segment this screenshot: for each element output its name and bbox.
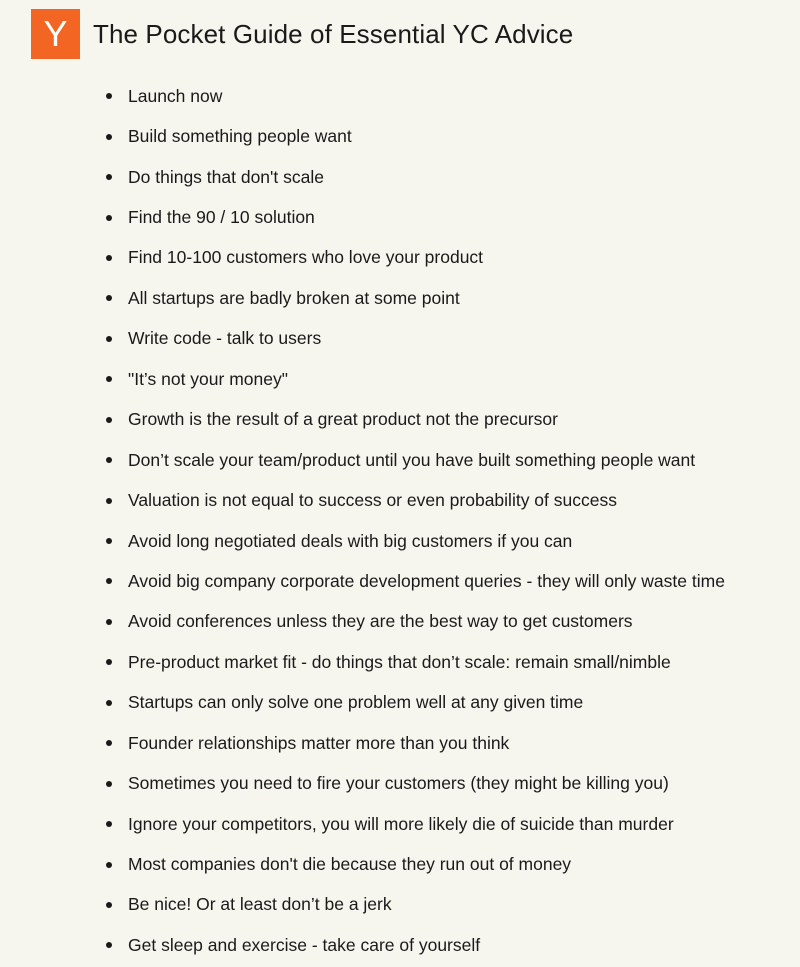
bullet-icon <box>106 578 112 584</box>
advice-text: Startups can only solve one problem well at any given time <box>128 692 584 713</box>
bullet-icon <box>106 134 112 140</box>
list-item <box>0 561 725 601</box>
list-item <box>0 885 725 925</box>
bullet-icon <box>106 174 112 180</box>
list-item <box>0 157 725 197</box>
list-item <box>0 400 725 440</box>
advice-text: Be nice! Or at least don’t be a jerk <box>128 894 392 915</box>
list-item <box>0 602 725 642</box>
bullet-icon <box>106 700 112 706</box>
advice-text: Avoid long negotiated deals with big customers if you can <box>128 530 573 551</box>
advice-text: Find 10-100 customers who love your product <box>128 247 484 268</box>
advice-text: All startups are badly broken at some point <box>128 287 460 308</box>
list-item <box>0 197 725 237</box>
advice-text: "It’s not your money" <box>128 368 288 389</box>
advice-text: Launch now <box>128 85 223 106</box>
list-item <box>0 238 725 278</box>
advice-text: Do things that don't scale <box>128 166 324 187</box>
yc-logo-icon: Y <box>31 9 80 59</box>
bullet-icon <box>106 93 112 99</box>
advice-text: Sometimes you need to fire your customers (they might be killing you) <box>128 773 669 794</box>
list-item <box>0 642 725 682</box>
list-item <box>0 763 725 803</box>
bullet-icon <box>106 659 112 665</box>
bullet-icon <box>106 740 112 746</box>
bullet-icon <box>106 498 112 504</box>
advice-text: Valuation is not equal to success or even probability of success <box>128 490 617 511</box>
advice-text: Find the 90 / 10 solution <box>128 207 315 228</box>
list-item <box>0 844 725 884</box>
bullet-icon <box>106 781 112 787</box>
bullet-icon <box>106 417 112 423</box>
list-item <box>0 925 725 965</box>
bullet-icon <box>106 295 112 301</box>
list-item <box>0 359 725 399</box>
list-item <box>0 723 725 763</box>
list-item <box>0 683 725 723</box>
page-header <box>31 9 573 59</box>
page-title: The Pocket Guide of Essential YC Advice <box>93 18 574 49</box>
bullet-icon <box>106 821 112 827</box>
bullet-icon <box>106 376 112 382</box>
bullet-icon <box>106 862 112 868</box>
bullet-icon <box>106 336 112 342</box>
list-item <box>0 804 725 844</box>
advice-text: Founder relationships matter more than you think <box>128 732 510 753</box>
list-item <box>0 440 725 480</box>
bullet-icon <box>106 942 112 948</box>
list-item <box>0 116 725 156</box>
bullet-icon <box>106 538 112 544</box>
advice-text: Avoid big company corporate development queries - they will only waste time <box>128 570 725 591</box>
list-item <box>0 521 725 561</box>
advice-text: Avoid conferences unless they are the best way to get customers <box>128 611 633 632</box>
bullet-icon <box>106 619 112 625</box>
advice-text: Build something people want <box>128 126 352 147</box>
bullet-icon <box>106 255 112 261</box>
advice-text: Ignore your competitors, you will more likely die of suicide than murder <box>128 813 674 834</box>
bullet-icon <box>106 457 112 463</box>
advice-text: Don’t scale your team/product until you have built something people want <box>128 449 696 470</box>
list-item <box>0 76 725 116</box>
advice-text: Growth is the result of a great product not the precursor <box>128 409 558 430</box>
advice-text: Pre-product market fit - do things that don’t scale: remain small/nimble <box>128 651 671 672</box>
advice-text: Most companies don't die because they run out of money <box>128 854 572 875</box>
advice-text: Write code - talk to users <box>128 328 322 349</box>
list-item <box>0 319 725 359</box>
bullet-icon <box>106 215 112 221</box>
advice-text: Get sleep and exercise - take care of yourself <box>128 934 481 955</box>
bullet-icon <box>106 902 112 908</box>
list-item <box>0 278 725 318</box>
advice-list <box>0 76 725 966</box>
list-item <box>0 480 725 520</box>
